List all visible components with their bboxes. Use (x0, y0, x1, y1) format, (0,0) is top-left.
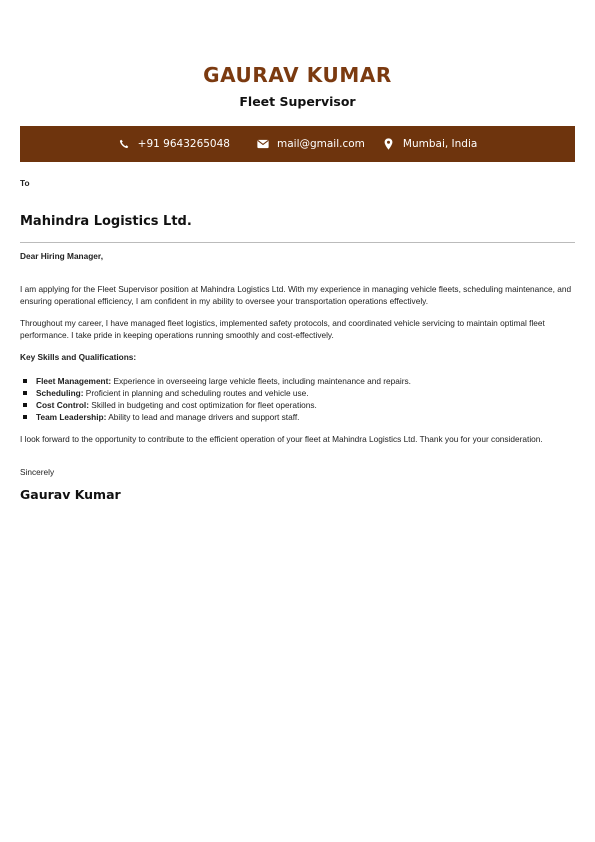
list-item (20, 399, 575, 411)
phone-icon (118, 138, 130, 150)
bullet-icon (23, 415, 27, 419)
contact-phone (118, 138, 230, 150)
contact-email (257, 138, 365, 150)
skill-term: Cost Control: (36, 399, 89, 410)
applicant-role: Fleet Supervisor (239, 94, 356, 109)
skill-text: Ability to lead and manage drivers and support staff. (106, 411, 300, 422)
email-address: mail@gmail.com (276, 138, 365, 150)
bullet-icon (23, 403, 27, 407)
map-marker-icon (383, 138, 395, 150)
to-label: To (20, 178, 30, 188)
applicant-name: GAURAV KUMAR (203, 63, 392, 87)
skill-term: Fleet Management: (36, 375, 112, 386)
divider (20, 242, 575, 243)
location-text: Mumbai, India (402, 138, 478, 150)
bullet-icon (23, 391, 27, 395)
skills-list (20, 375, 575, 423)
skill-text: Skilled in budgeting and cost optimization for fleet operations. (89, 399, 317, 410)
paragraph-experience: Throughout my career, I have managed fleet logistics, implemented safety protocols, and coordinated vehicle servicing to maintain optimal fleet performance. I take pride in keeping operations running smoothly and cost-effectively. (20, 318, 545, 340)
contact-location (383, 138, 477, 150)
contact-bar (20, 126, 575, 162)
signature-name: Gaurav Kumar (20, 486, 121, 502)
list-item (20, 375, 575, 387)
skill-text: Experience in overseeing large vehicle fleets, including maintenance and repairs. (111, 375, 411, 386)
skill-term: Scheduling: (36, 387, 84, 398)
skill-term: Team Leadership: (36, 411, 107, 422)
letter-header (0, 0, 595, 110)
paragraph-intro: I am applying for the Fleet Supervisor position at Mahindra Logistics Ltd. With my experience in managing vehicle fleets, scheduling maintenance, and ensuring operational efficiency, I am confident in my ability to oversee your transportation operations effectively. (20, 284, 572, 306)
bullet-icon (23, 379, 27, 383)
list-item (20, 387, 575, 399)
greeting: Dear Hiring Manager, (20, 250, 103, 261)
skills-heading: Key Skills and Qualifications: (20, 352, 137, 362)
phone-number: +91 9643265048 (137, 138, 230, 150)
envelope-icon (257, 138, 269, 150)
skill-text: Proficient in planning and scheduling routes and vehicle use. (83, 387, 309, 398)
recipient-company: Mahindra Logistics Ltd. (20, 213, 192, 229)
sign-off: Sincerely (20, 467, 55, 477)
list-item (20, 411, 575, 423)
paragraph-closing: I look forward to the opportunity to contribute to the efficient operation of your fleet at Mahindra Logistics Ltd. Thank you for your consideration. (20, 433, 543, 444)
letter-body (20, 178, 575, 503)
